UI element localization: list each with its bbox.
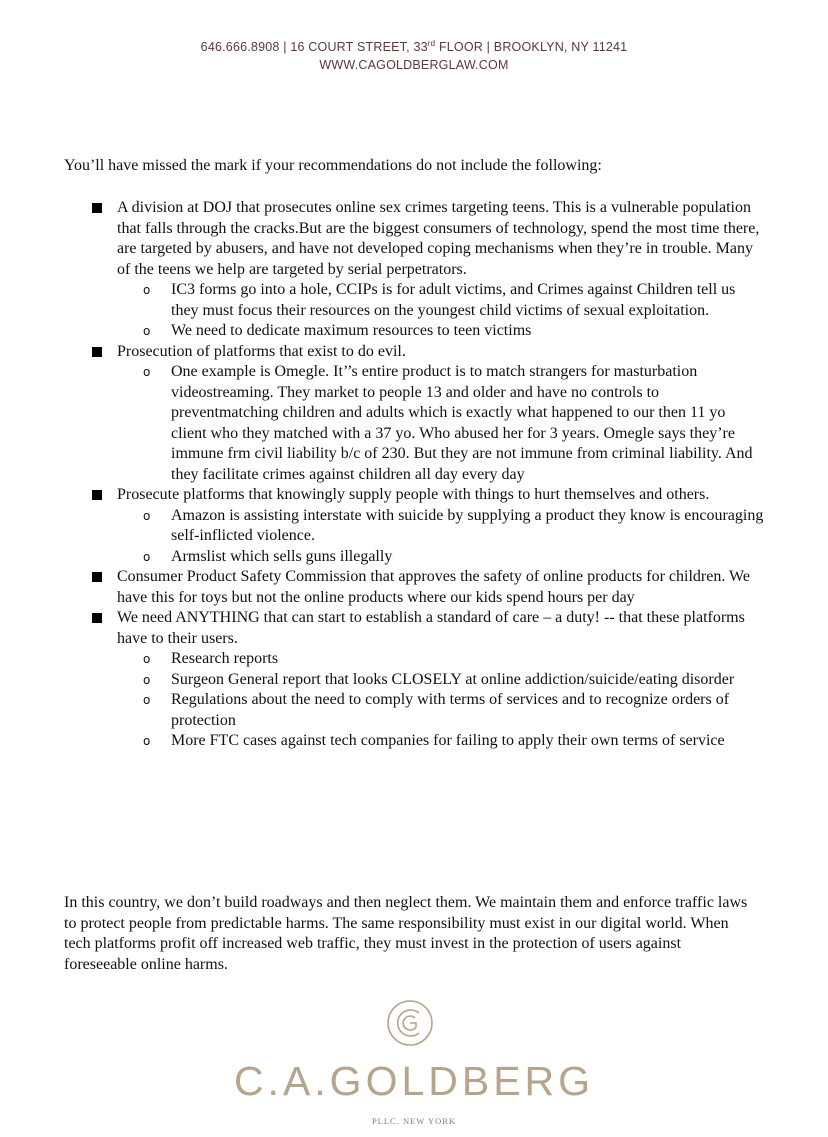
circle-bullet-icon: o	[143, 734, 151, 748]
sub-list-item: o Research reports	[117, 649, 764, 670]
intro-paragraph: You’ll have missed the mark if your recommendations do not include the following:	[64, 157, 602, 174]
list-item	[64, 342, 764, 486]
sub-list-item: o More FTC cases against tech companies for failing to apply their own terms of service	[117, 731, 764, 752]
circle-bullet-icon: o	[143, 365, 151, 379]
circle-bullet-icon: o	[143, 672, 151, 687]
website-link[interactable]: WWW.CAGOLDBERGLAW.COM	[319, 58, 509, 72]
sub-list	[117, 280, 764, 342]
circle-bullet-icon: o	[143, 324, 151, 338]
circle-bullet-icon: o	[143, 549, 151, 564]
circle-bullet-icon: o	[143, 652, 151, 666]
logo-wordmark: C.A.GOLDBERG	[233, 1058, 595, 1104]
square-bullet-icon	[92, 490, 102, 500]
contact-line: 646.666.8908 | 16 COURT STREET, 33rd FLOOR | BROOKLYN, NY 11241	[200, 39, 628, 54]
list-item	[64, 485, 764, 567]
sub-list-item: o One example is Omegle. It’’s entire product is to match strangers for masturbation videostreaming. They market to people 13 and older and have no controls to preventmatching children and adults which is exactly what happened to our then 11 yo client who they matched with a 37 yo. Who abused her for 3 years. Omegle says they’re immune frm civil liability b/c of 230. But they are not immune from criminal liability. And they facilitate crimes against children all day every day	[143, 363, 753, 483]
list-item	[64, 198, 764, 342]
recommendation-list	[64, 198, 764, 752]
sub-list-item: o IC3 forms go into a hole, CCIPs is for adult victims, and Crimes against Children tell us they must focus their resources on the youngest child victims of sexual exploitation.	[143, 281, 736, 319]
sub-list-item: o Surgeon General report that looks CLOSELY at online addiction/suicide/eating disorder	[117, 670, 764, 691]
circle-bullet-icon: o	[143, 283, 151, 297]
logo-subline: PLLC. NEW YORK	[371, 1116, 457, 1126]
sub-list	[117, 649, 764, 752]
sub-list	[117, 506, 764, 568]
sub-list-item: o Regulations about the need to comply with terms of services and to recognize orders of protection	[143, 691, 730, 729]
sub-list-item: o We need to dedicate maximum resources to teen victims	[117, 321, 764, 342]
cg-monogram-logo-icon	[385, 998, 435, 1048]
sub-list-item: o Armslist which sells guns illegally	[117, 547, 764, 568]
list-item-text: Prosecution of platforms that exist to do evil.	[117, 342, 406, 360]
square-bullet-icon	[92, 203, 102, 213]
letterhead	[0, 38, 828, 74]
square-bullet-icon	[92, 572, 102, 582]
list-item-text: Prosecute platforms that knowingly supply people with things to hurt themselves and others.	[117, 486, 710, 503]
square-bullet-icon	[92, 347, 102, 357]
closing-paragraph: In this country, we don’t build roadways and then neglect them. We maintain them and enforce traffic laws to protect people from predictable harms. The same responsibility must exist in our digital world. When tech platforms profit off increased web traffic, they must invest in the protection of users against foreseeable online harms.	[64, 894, 748, 973]
sub-list-item: o Amazon is assisting interstate with suicide by supplying a product they know is encouraging self-inflicted violence.	[143, 506, 764, 544]
sub-list	[117, 362, 764, 485]
list-item-text: A division at DOJ that prosecutes online sex crimes targeting teens. This is a vulnerable population that falls through the cracks.But are the biggest consumers of technology, spend the most time there, are targeted by abusers, and have not developed coping mechanisms when they’re in trouble. Many of the teens we help are targeted by serial perpetrators.	[117, 199, 760, 278]
list-item	[64, 567, 764, 608]
square-bullet-icon	[92, 613, 102, 623]
list-item-text: Consumer Product Safety Commission that approves the safety of online products for children. We have this for toys but not the online products where our kids spend hours per day	[117, 568, 750, 606]
circle-bullet-icon: o	[143, 693, 151, 707]
circle-bullet-icon: o	[143, 508, 151, 523]
list-item-text: We need ANYTHING that can start to establish a standard of care – a duty! -- that these platforms have to their users.	[117, 609, 745, 647]
list-item	[64, 608, 764, 752]
